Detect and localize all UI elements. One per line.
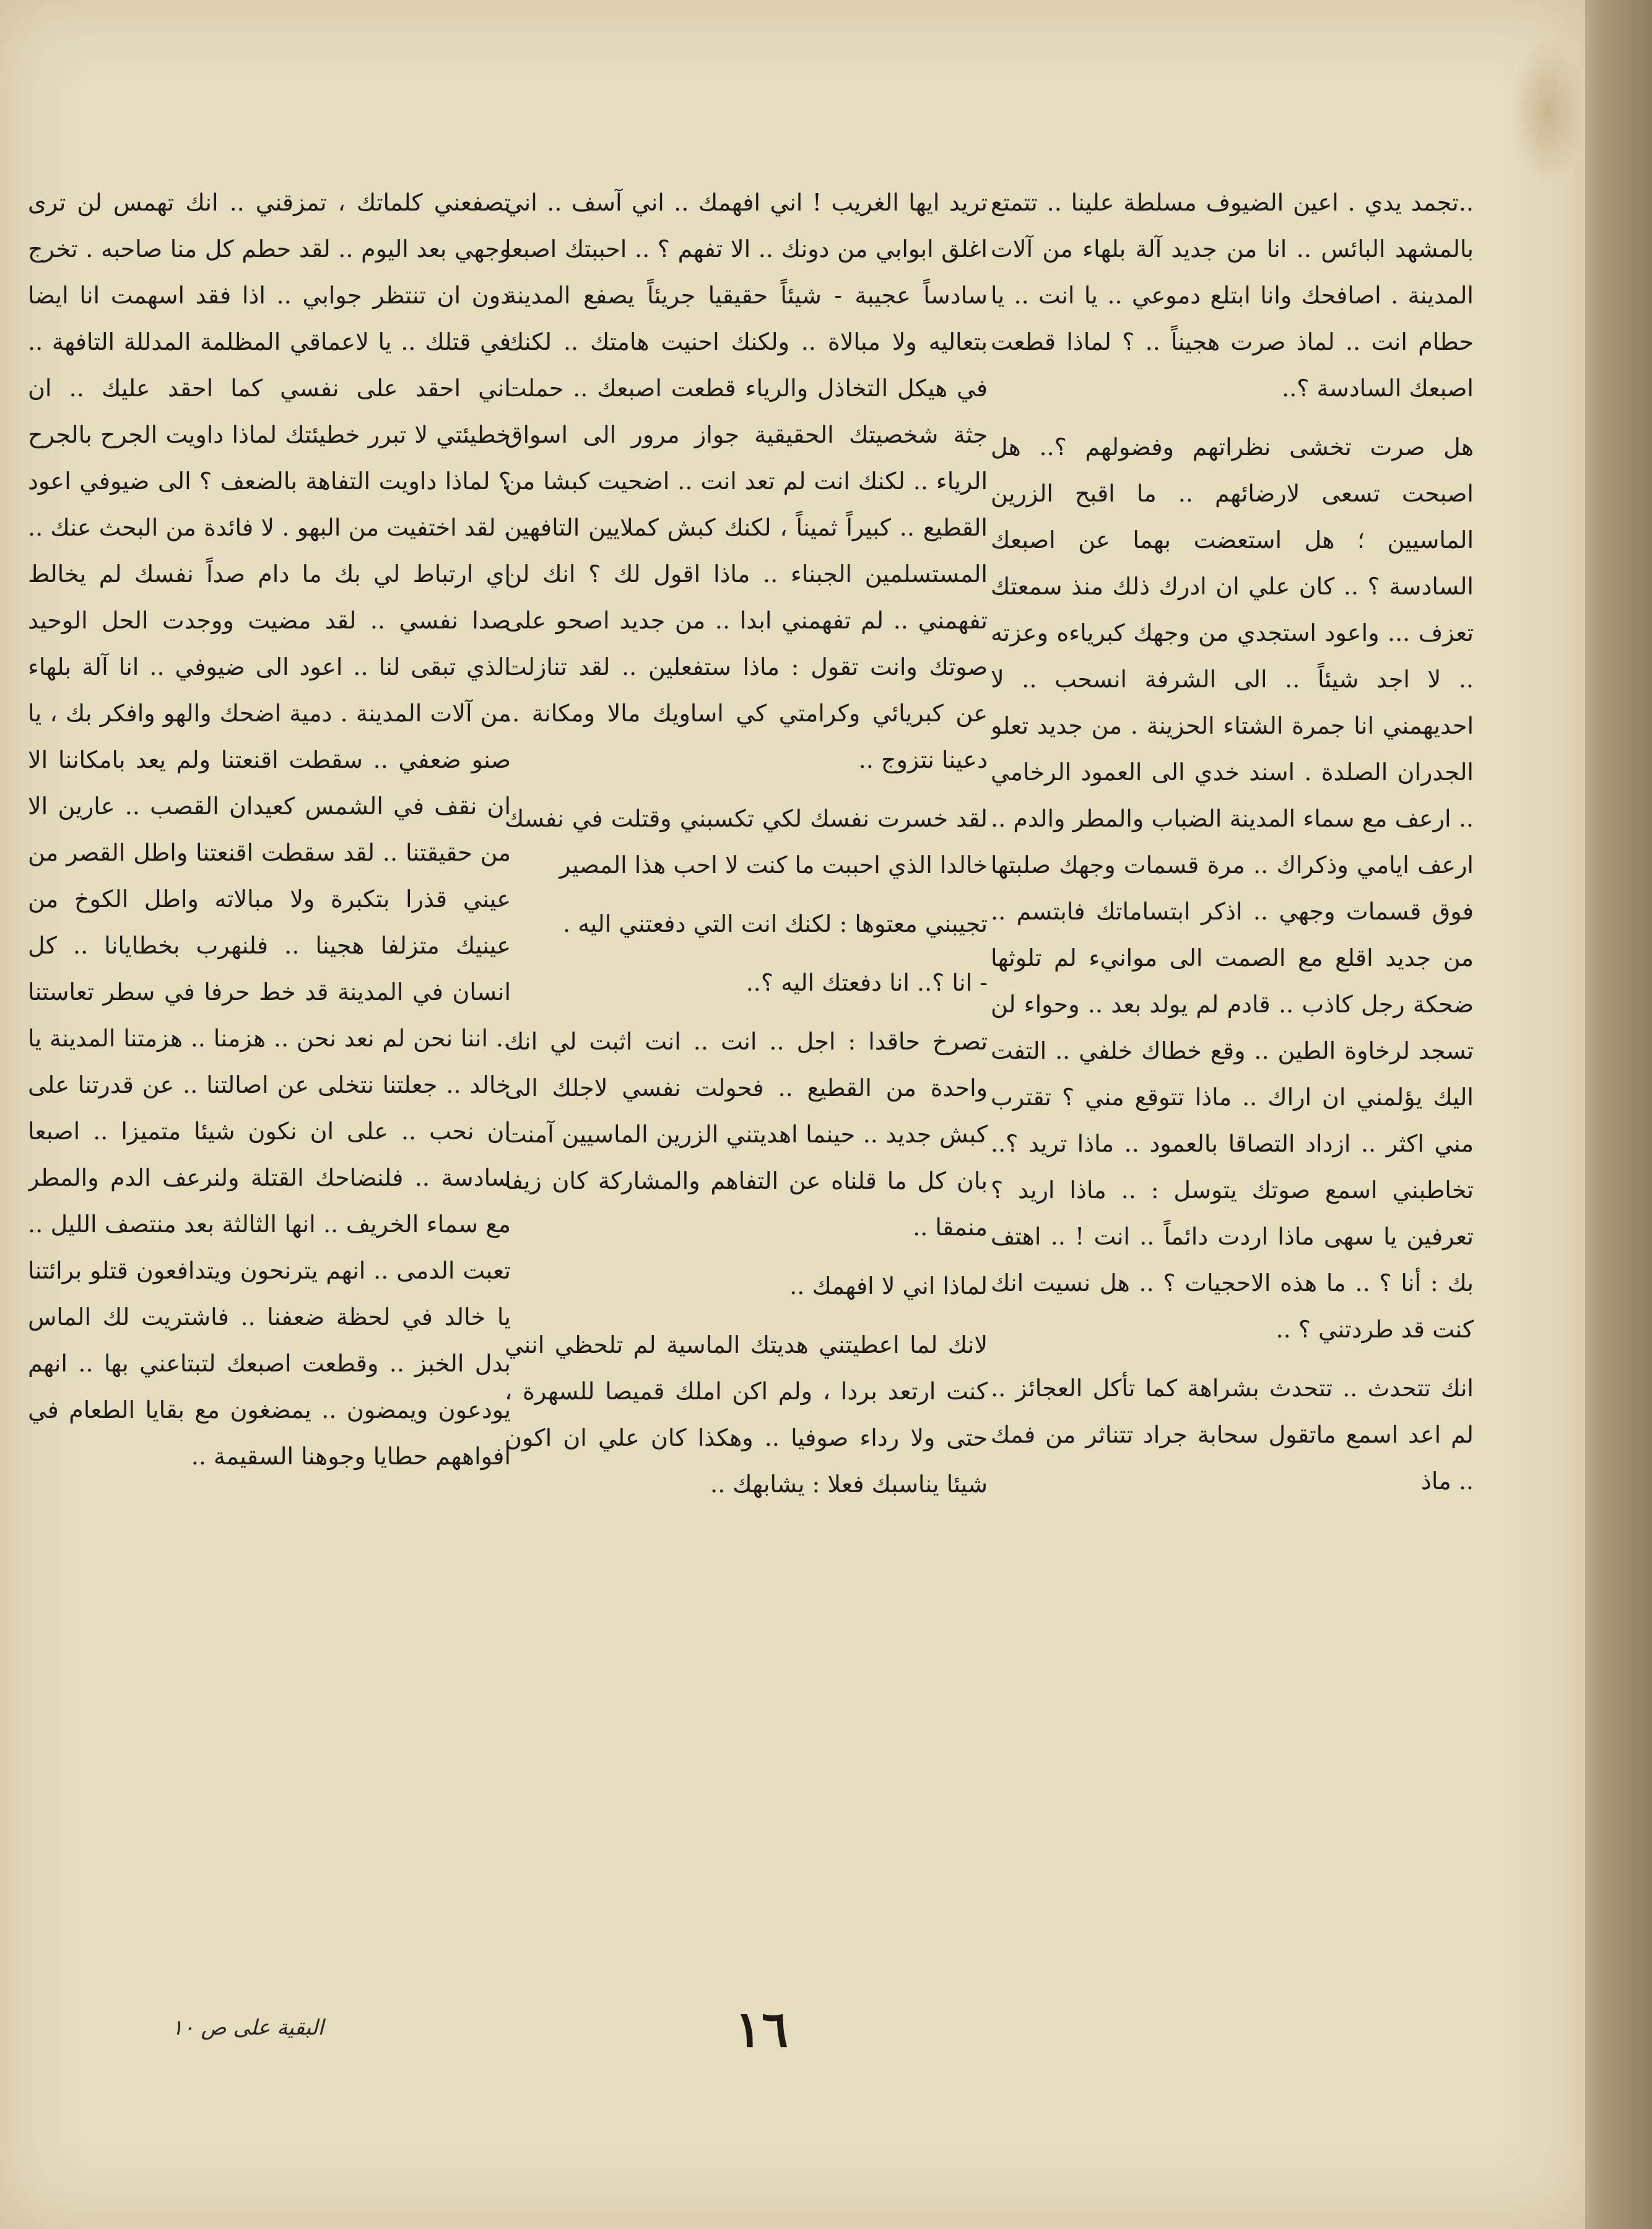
paragraph: لقد خسرت نفسك لكي تكسبني وقتلت في نفسك خالدا الذي احببت ما كنت لا احب هذا المصير (505, 805, 988, 879)
text-column-right (991, 180, 1474, 1975)
text-column-left (28, 180, 511, 1975)
paragraph: لماذا اني لا افهمك .. (789, 1272, 988, 1300)
paragraph: تصرخ حاقدا : اجل .. انت .. انت اثبت لي انك واحدة من القطيع .. فحولت نفسي لاجلك الى كبش جديد .. حينما اهديتني الزرين الماسيين آمنت بان كل ما قلناه عن التفاهم والمشاركة كان زيفا منمقا .. (505, 1028, 988, 1241)
paper-stain (1511, 37, 1585, 186)
text-column-middle (505, 180, 988, 1975)
paragraph: تريد ايها الغريب ! اني افهمك .. اني آسف .. اني اغلق ابوابي من دونك .. الا تفهم ؟ .. احببتك اصبعا سادساً عجيبة - شيئاً حقيقيا جريئاً يصفع المدينة بتعاليه ولا مبالاة .. ولكنك احنيت هامتك .. لكنك في هيكل التخاذل والرياء قطعت اصبعك .. حملت جثة شخصيتك الحقيقية جواز مرور الى اسواق الرياء .. لكنك انت لم تعد انت .. اضحيت كبشا من القطيع .. كبيراً ثميناً ، لكنك كبش كملايين التافهين المستسلمين الجبناء .. ماذا اقول لك ؟ انك لن تفهمني .. لم تفهمني ابدا .. من جديد اصحو على صوتك وانت تقول : ماذا ستفعلين .. لقد تنازلت عن كبريائي وكرامتي كي اساويك مالا ومكانة .. دعينا نتزوج .. (505, 189, 988, 773)
paragraph: تجيبني معتوها : لكنك انت التي دفعتني اليه . (563, 910, 988, 937)
continued-note: البقية على ص ١٠ (172, 2015, 324, 2040)
page-edge (1585, 0, 1652, 2229)
paragraph: - انا ؟.. انا دفعتك اليه ؟.. (746, 969, 988, 996)
paragraph: هل صرت تخشى نظراتهم وفضولهم ؟.. هل اصبحت تسعى لارضائهم .. ما اقبح الزرين الماسيين ؛ هل استعضت بهما عن اصبعك السادسة ؟ .. كان علي ان ادرك ذلك منذ سمعتك تعزف ... واعود استجدي من وجهك كبرياءه وعزته .. لا اجد شيئاً .. الى الشرفة انسحب .. لا احديهمني انا جمرة الشتاء الحزينة . من جديد تعلو الجدران الصلدة . اسند خدي الى العمود الرخامي .. ارعف مع سماء المدينة الضباب والمطر والدم .. ارعف ايامي وذكراك .. مرة قسمات وجهك صلبتها فوق قسمات وجهي .. اذكر ابتساماتك فابتسم .. من جديد اقلع مع الصمت الى موانيء لم تلوثها ضحكة رجل كاذب .. قادم لم يولد بعد .. وحواء لن تسجد لرخاوة الطين .. وقع خطاك خلفي .. التفت اليك يؤلمني ان اراك .. ماذا تتوقع مني ؟ تقترب مني اكثر .. ازداد التصاقا بالعمود .. ماذا تريد ؟.. تخاطبني اسمع صوتك يتوسل : .. ماذا اريد ؟ تعرفين يا سهى ماذا اردت دائماً .. انت ! .. اهتف بك : أنا ؟ .. ما هذه الاحجيات ؟ .. هل نسيت انك كنت قد طردتني ؟ .. (991, 433, 1474, 1343)
page-number: ١٦ (735, 2000, 788, 2058)
paragraph: تصفعني كلماتك ، تمزقني .. انك تهمس لن ترى وجهي بعد اليوم .. لقد حطم كل منا صاحبه . تخرج دون ان تنتظر جوابي .. اذا فقد اسهمت انا ايضا في قتلك .. يا لاعماقي المظلمة المدللة التافهة .. اني احقد على نفسي كما احقد عليك .. ان خطيئتي لا تبرر خطيئتك لماذا داويت الجرح بالجرح ؟ لماذا داويت التفاهة بالضعف ؟ الى ضيوفي اعود . لقد اختفيت من البهو . لا فائدة من البحث عنك .. اي ارتباط لي بك ما دام صداً نفسك لم يخالط صدا نفسي .. لقد مضيت ووجدت الحل الوحيد الذي تبقى لنا .. اعود الى ضيوفي .. انا آلة بلهاء من آلات المدينة . دمية اضحك والهو وافكر بك ، يا صنو ضعفي .. سقطت اقنعتنا ولم يعد بامكاننا الا ان نقف في الشمس كعيدان القصب .. عارين الا من حقيقتنا .. لقد سقطت اقنعتنا واطل القصر من عيني قذرا بتكبرة ولا مبالاته واطل الكوخ من عينيك متزلفا هجينا .. فلنهرب بخطايانا .. كل انسان في المدينة قد خط حرفا في سطر تعاستنا .. اننا نحن لم نعد نحن .. هزمنا .. هزمتنا المدينة يا خالد .. جعلتنا نتخلى عن اصالتنا .. عن قدرتنا على ان نحب .. على ان نكون شيئا متميزا .. اصبعا سادسة .. فلنضاحك القتلة ولنرعف الدم والمطر مع سماء الخريف .. انها الثالثة بعد منتصف الليل .. تعبت الدمى .. انهم يترنحون ويتدافعون قتلو برائتنا يا خالد في لحظة ضعفنا .. فاشتريت لك الماس بدل الخبز .. وقطعت اصبعك لتبتاعني بها .. انهم يودعون ويمضون .. يمضغون مع بقايا الطعام في افواههم حطايا وجوهنا السقيمة .. (28, 189, 511, 1470)
paragraph: لانك لما اعطيتني هديتك الماسية لم تلحظي انني كنت ارتعد بردا ، ولم اكن املك قميصا للسهرة ، حتى ولا رداء صوفيا .. وهكذا كان علي ان اكون شيئا يناسبك فعلا : يشابهك .. (505, 1331, 988, 1498)
paragraph: ..تجمد يدي . اعين الضيوف مسلطة علينا .. تتمتع بالمشهد البائس .. انا من جديد آلة بلهاء من آلات المدينة . اصافحك وانا ابتلع دموعي .. يا انت .. يا حطام انت .. لماذ صرت هجيناً .. ؟ لماذا قطعت اصبعك السادسة ؟.. (991, 189, 1474, 402)
paragraph: انك تتحدث .. تتحدث بشراهة كما تأكل العجائز .. لم اعد اسمع ماتقول سحابة جراد تتناثر من فمك .. ماذ (991, 1375, 1474, 1495)
